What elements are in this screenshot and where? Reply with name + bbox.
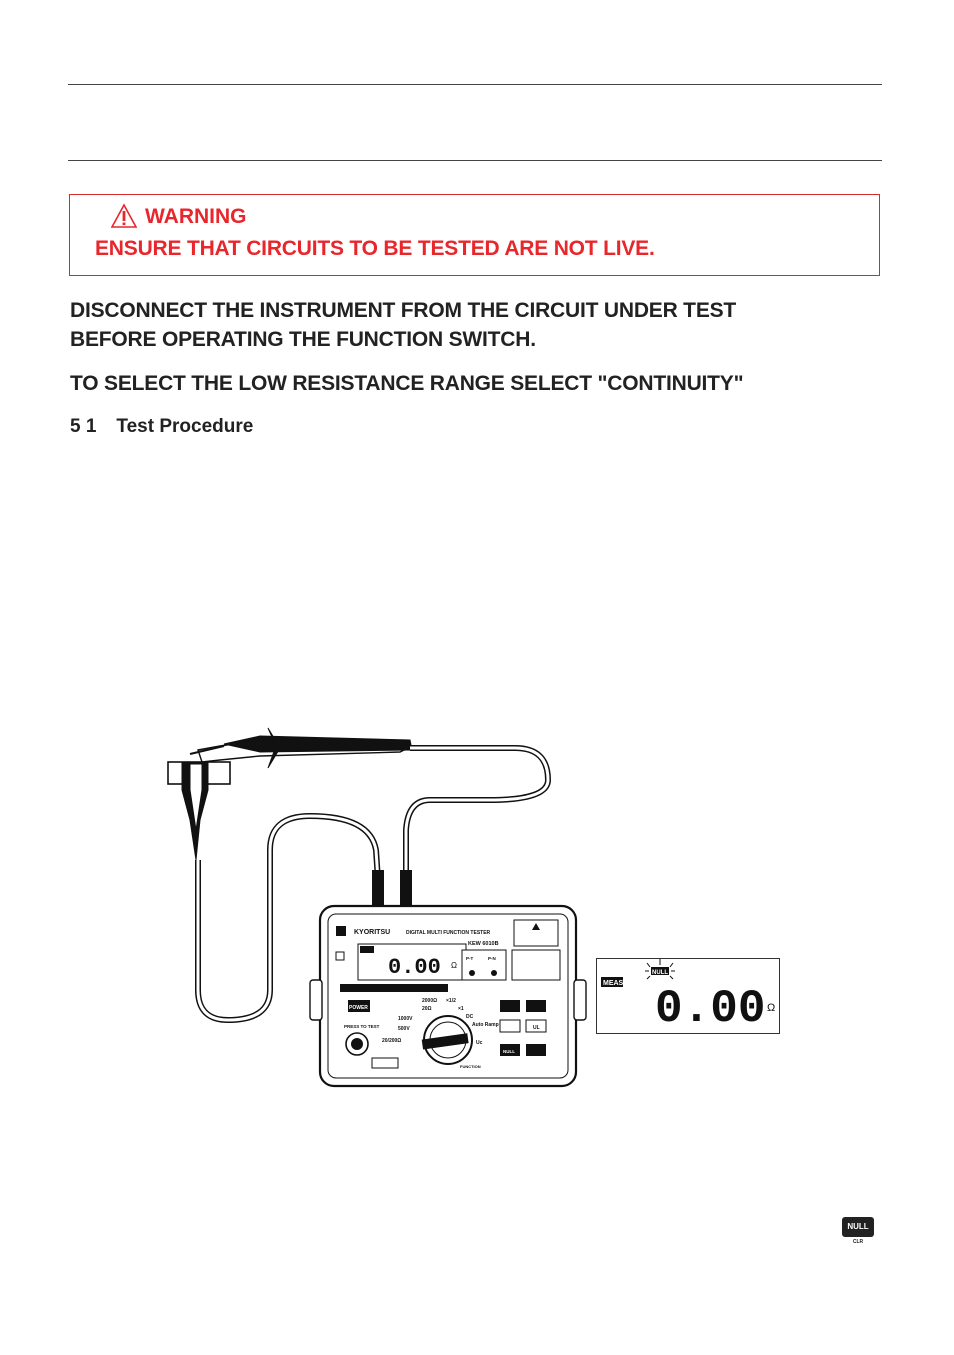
- main-display-value: 0.00: [388, 955, 441, 980]
- section-number: 5 1: [70, 416, 97, 437]
- lcd-unit: Ω: [767, 1002, 776, 1014]
- clip-adapter: [168, 762, 230, 860]
- null-button-label: NULL: [503, 1049, 515, 1054]
- left-plug: [372, 870, 384, 906]
- right-cable: [406, 748, 548, 880]
- ul-label: UL: [533, 1025, 540, 1031]
- lcd-zoom-panel: [596, 958, 780, 1034]
- dial-x1-label: ×1: [458, 1006, 464, 1012]
- press-to-test-label: PRESS TO TEST: [344, 1024, 380, 1029]
- dial-20200-label: 20/200Ω: [382, 1038, 402, 1044]
- second-rule: [68, 160, 882, 161]
- section-title: Test Procedure: [116, 416, 254, 437]
- top-rule: [68, 84, 882, 85]
- warning-triangle-icon: [110, 203, 138, 229]
- dial-x12-label: ×1/2: [446, 998, 456, 1004]
- dial-dc-label: DC: [466, 1014, 474, 1020]
- dial-2000-label: 2000Ω: [422, 998, 438, 1004]
- power-button-label: POWER: [349, 1005, 368, 1011]
- dial-20-label: 20Ω: [422, 1006, 432, 1012]
- main-display-unit: Ω: [451, 961, 457, 970]
- clr-label: CLR: [852, 1239, 864, 1245]
- dial-500v-label: 500V: [398, 1026, 410, 1032]
- function-label: FUNCTION: [460, 1064, 481, 1069]
- instruction-line-2: BEFORE OPERATING THE FUNCTION SWITCH.: [70, 328, 536, 351]
- dial-1000v-label: 1000V: [398, 1016, 413, 1022]
- lcd-null-label: NULL: [652, 970, 668, 976]
- warning-text: ENSURE THAT CIRCUITS TO BE TESTED ARE NOT LIVE.: [95, 237, 655, 260]
- lcd-meas-label: MEAS: [603, 980, 624, 987]
- section-heading: [70, 416, 253, 438]
- model-label: KEW 6010B: [468, 941, 499, 947]
- brand-label: KYORITSU: [354, 929, 391, 936]
- right-plug: [400, 870, 412, 906]
- instruction-line-1: DISCONNECT THE INSTRUMENT FROM THE CIRCUIT UNDER TEST: [70, 299, 737, 322]
- null-key-icon: NULL: [842, 1217, 874, 1237]
- lcd-zoom-svg: [597, 959, 781, 1035]
- pt-label: P-T: [466, 956, 474, 961]
- dial-auto-ramp-label: Auto Ramp: [472, 1022, 499, 1028]
- pn-label: P-N: [488, 956, 496, 961]
- warning-box: [69, 194, 880, 276]
- instrument-illustration: [160, 720, 590, 1090]
- lcd-value: 0.00: [655, 983, 766, 1035]
- instruction-line-3: TO SELECT THE LOW RESISTANCE RANGE SELECT "CONTINUITY": [70, 372, 744, 395]
- dial-uc-label: Uc: [476, 1040, 483, 1046]
- warning-title: WARNING: [145, 205, 247, 228]
- model-title: DIGITAL MULTI FUNCTION TESTER: [406, 930, 491, 936]
